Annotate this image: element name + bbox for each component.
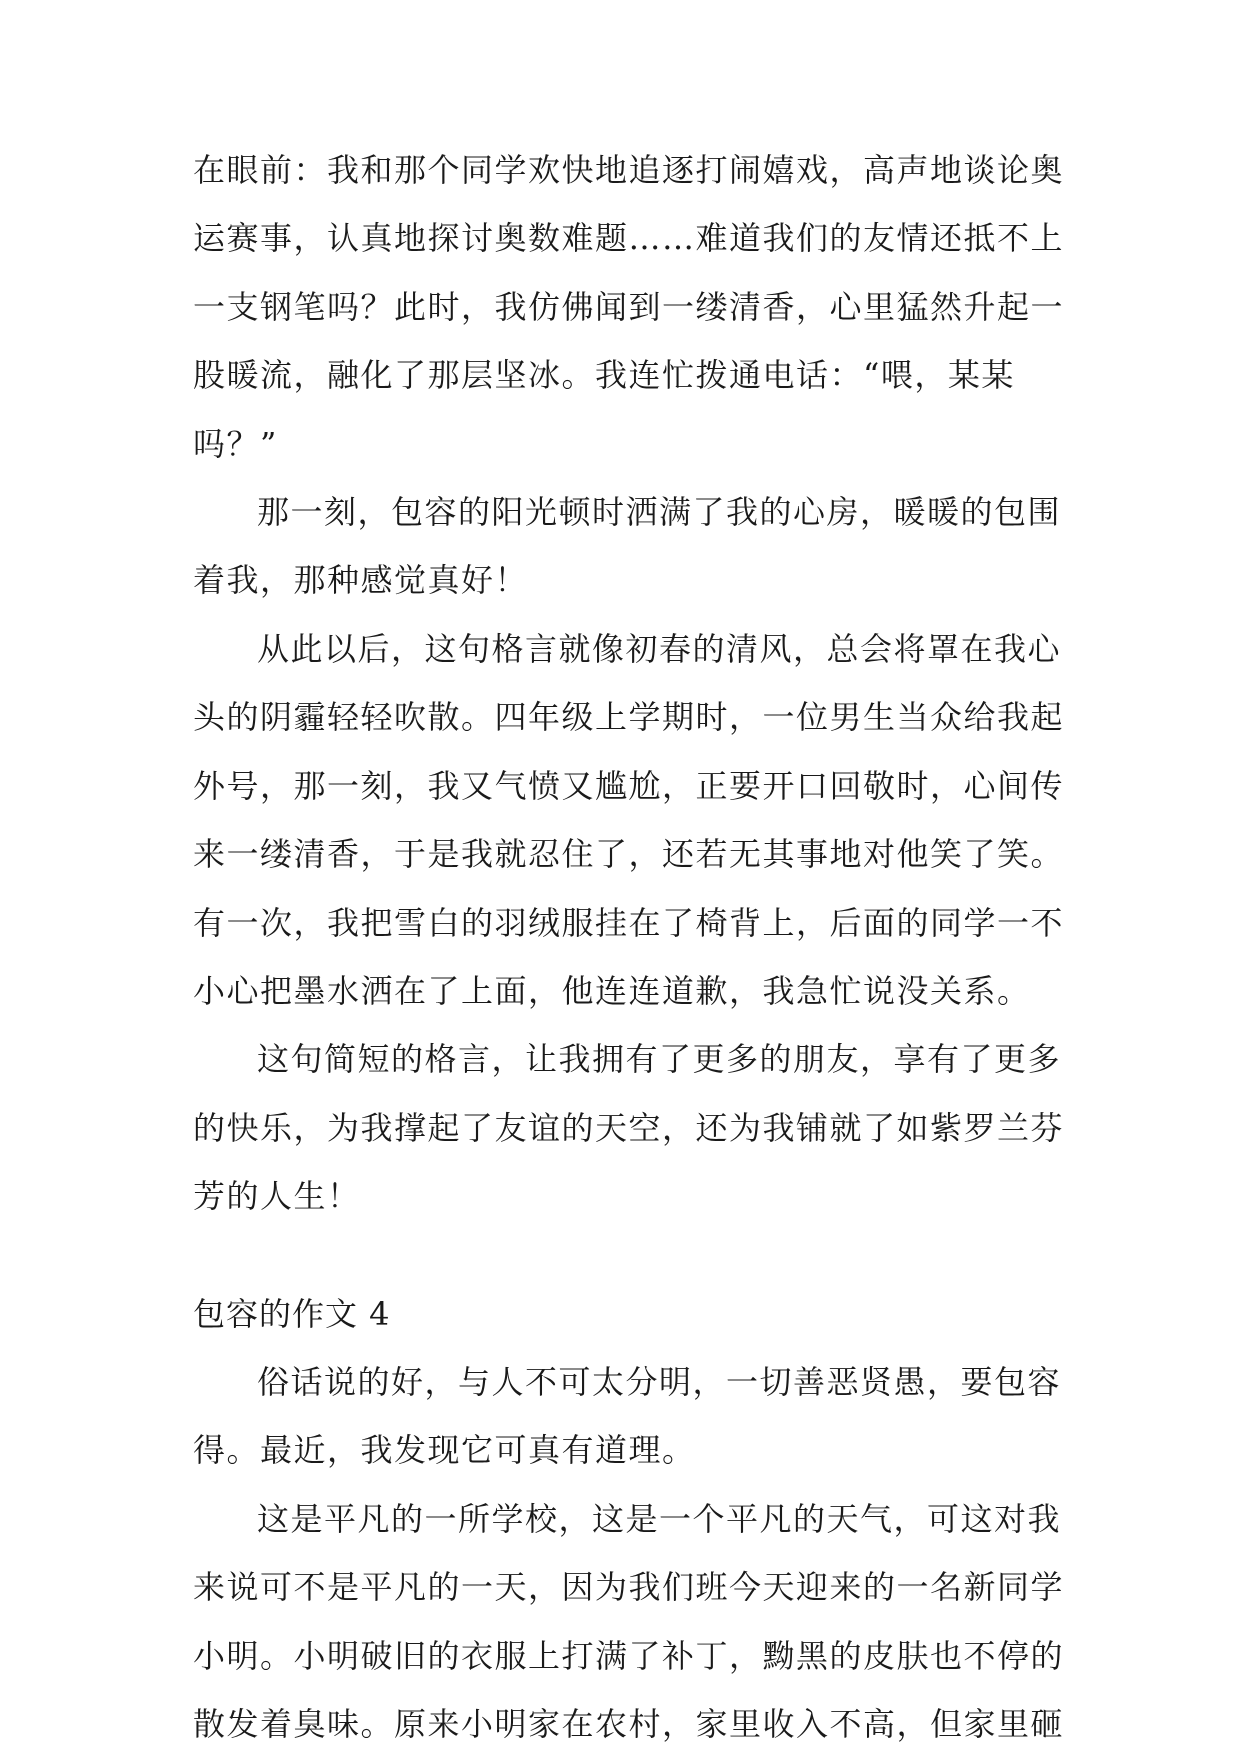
paragraph-start: 这句简短的格言，让我拥有了更多的朋友，享有了更多: [257, 1040, 1062, 1079]
paragraph-start: 俗话说的好，与人不可太分明，一切善恶贤愚，要包容: [257, 1362, 1062, 1401]
text-line: 散发着臭味。原来小明家在农村，家里收入不高，但家里砸: [193, 1705, 1065, 1743]
text-line: 小心把墨水洒在了上面，他连连道歉，我急忙说没关系。: [193, 971, 1031, 1010]
text-line: 来说可不是平凡的一天，因为我们班今天迎来的一名新同学: [193, 1568, 1065, 1607]
text-line: 小明。小明破旧的衣服上打满了补丁，黝黑的皮肤也不停的: [193, 1636, 1065, 1675]
text-line: 芳的人生！: [193, 1177, 361, 1216]
paragraph-start: 从此以后，这句格言就像初春的清风，总会将罩在我心: [257, 629, 1062, 668]
text-line: 的快乐，为我撑起了友谊的天空，还为我铺就了如紫罗兰芬: [193, 1108, 1065, 1147]
text-line: 有一次，我把雪白的羽绒服挂在了椅背上，后面的同学一不: [193, 903, 1065, 942]
text-line: 头的阴霾轻轻吹散。四年级上学期时，一位男生当众给我起: [193, 698, 1065, 737]
essay-heading: 包容的作文 4: [193, 1294, 391, 1333]
paragraph-start: 那一刻，包容的阳光顿时洒满了我的心房，暖暖的包围: [257, 493, 1062, 532]
text-line: 外号，那一刻，我又气愤又尴尬，正要开口回敬时，心间传: [193, 766, 1065, 805]
text-line: 一支钢笔吗？此时，我仿佛闻到一缕清香，心里猛然升起一: [193, 287, 1065, 326]
text-line: 得。最近，我发现它可真有道理。: [193, 1431, 696, 1470]
text-line: 着我，那种感觉真好！: [193, 561, 529, 600]
text-line: 运赛事，认真地探讨奥数难题……难道我们的友情还抵不上: [193, 219, 1065, 258]
paragraph-start: 这是平凡的一所学校，这是一个平凡的天气，可这对我: [257, 1499, 1062, 1538]
text-line: 来一缕清香，于是我就忍住了，还若无其事地对他笑了笑。: [193, 835, 1065, 874]
text-line: 股暖流，融化了那层坚冰。我连忙拨通电话：“喂，某某: [193, 356, 1015, 395]
text-line: 在眼前：我和那个同学欢快地追逐打闹嬉戏，高声地谈论奥: [193, 151, 1065, 189]
text-line: 吗？”: [193, 424, 278, 463]
